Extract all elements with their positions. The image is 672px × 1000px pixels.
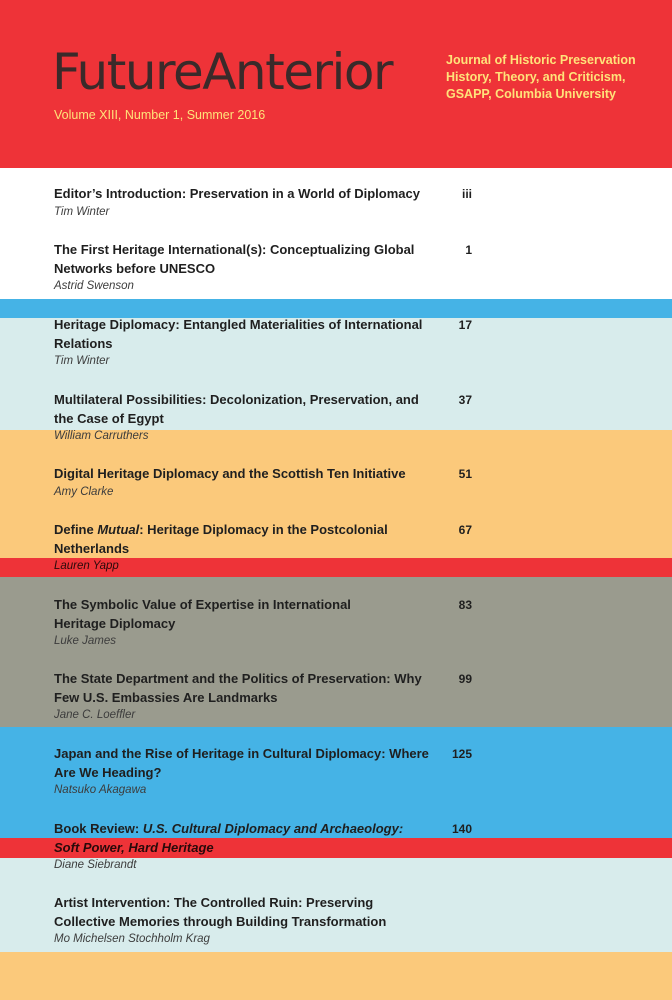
entry-author: Natsuko Akagawa (54, 784, 147, 796)
toc-entry[interactable] (54, 745, 429, 799)
toc-entry[interactable] (54, 185, 426, 221)
orange-band-2 (0, 952, 672, 1000)
entry-title-italic: U.S. Cultural Diplomacy and Archaeology: (142, 821, 404, 836)
entry-author: Tim Winter (54, 355, 110, 367)
toc-entry[interactable] (54, 391, 426, 445)
journal-description (446, 52, 636, 103)
entry-title: The First Heritage International(s): Conceptualizing Global Networks before UNESCO (54, 242, 415, 276)
toc-entry[interactable] (54, 894, 434, 948)
entry-author: Luke James (54, 635, 117, 647)
entry-page: iii (461, 187, 472, 201)
toc-entry[interactable] (54, 241, 426, 295)
entry-title: Japan and the Rise of Heritage in Cultural Diplomacy: Where Are We Heading? (54, 746, 429, 780)
journal-line: History, Theory, and Criticism, (446, 70, 626, 84)
entry-title: Artist Intervention: The Controlled Ruin: Preserving Collective Memories through Building Transformation (54, 895, 387, 929)
entry-author: Tim Winter (54, 205, 110, 218)
entry-title-part: : Heritage Diplomacy in the Postcolonial Netherlands (54, 522, 388, 556)
toc-entry[interactable] (54, 316, 426, 370)
entry-title: Multilateral Possibilities: Decolonization, Preservation, and the Case of Egypt (54, 392, 419, 426)
entry-title-part: Define (54, 522, 98, 537)
entry-title (54, 820, 454, 839)
entry-page: 125 (451, 747, 472, 761)
entry-page: 83 (458, 598, 472, 612)
entry-author: William Carruthers (54, 430, 149, 442)
entry-title (54, 521, 426, 558)
entry-title: Editor’s Introduction: Preservation in a World of Diplomacy (54, 186, 420, 201)
entry-author: Lauren Yapp (54, 560, 119, 572)
toc-entry[interactable] (54, 820, 454, 874)
journal-line: GSAPP, Columbia University (446, 87, 616, 101)
entry-title-part: Book Review: (54, 821, 143, 836)
toc-entry[interactable] (54, 596, 426, 650)
journal-title: FutureAnterior (52, 43, 393, 101)
entry-author: Amy Clarke (54, 485, 114, 498)
entry-page: 140 (451, 822, 472, 836)
entry-author: Mo Michelsen Stochholm Krag (54, 933, 210, 945)
toc-entry[interactable] (54, 670, 426, 724)
entry-title: The Symbolic Value of Expertise in International Heritage Diplomacy (54, 597, 351, 631)
entry-page: 99 (458, 672, 472, 686)
entry-page: 1 (465, 243, 472, 257)
entry-title-italic: Mutual (97, 522, 140, 537)
toc-entry[interactable] (54, 465, 426, 501)
toc-entry[interactable] (54, 521, 426, 575)
entry-page: 17 (458, 318, 472, 332)
entry-title: The State Department and the Politics of Preservation: Why Few U.S. Embassies Are Landmarks (54, 671, 422, 705)
entry-author: Jane C. Loeffler (54, 709, 136, 721)
entry-title-italic: Soft Power, Hard Heritage (54, 839, 214, 855)
entry-title: Heritage Diplomacy: Entangled Materialities of International Relations (54, 317, 423, 351)
entry-page: 37 (458, 393, 472, 407)
entry-title: Digital Heritage Diplomacy and the Scottish Ten Initiative (54, 466, 406, 481)
entry-page: 67 (458, 523, 472, 537)
entry-author: Diane Siebrandt (54, 859, 137, 871)
volume-info: Volume XIII, Number 1, Summer 2016 (54, 108, 266, 122)
entry-page: 51 (458, 467, 472, 481)
entry-author: Astrid Swenson (54, 280, 134, 292)
journal-line: Journal of Historic Preservation (446, 53, 636, 67)
